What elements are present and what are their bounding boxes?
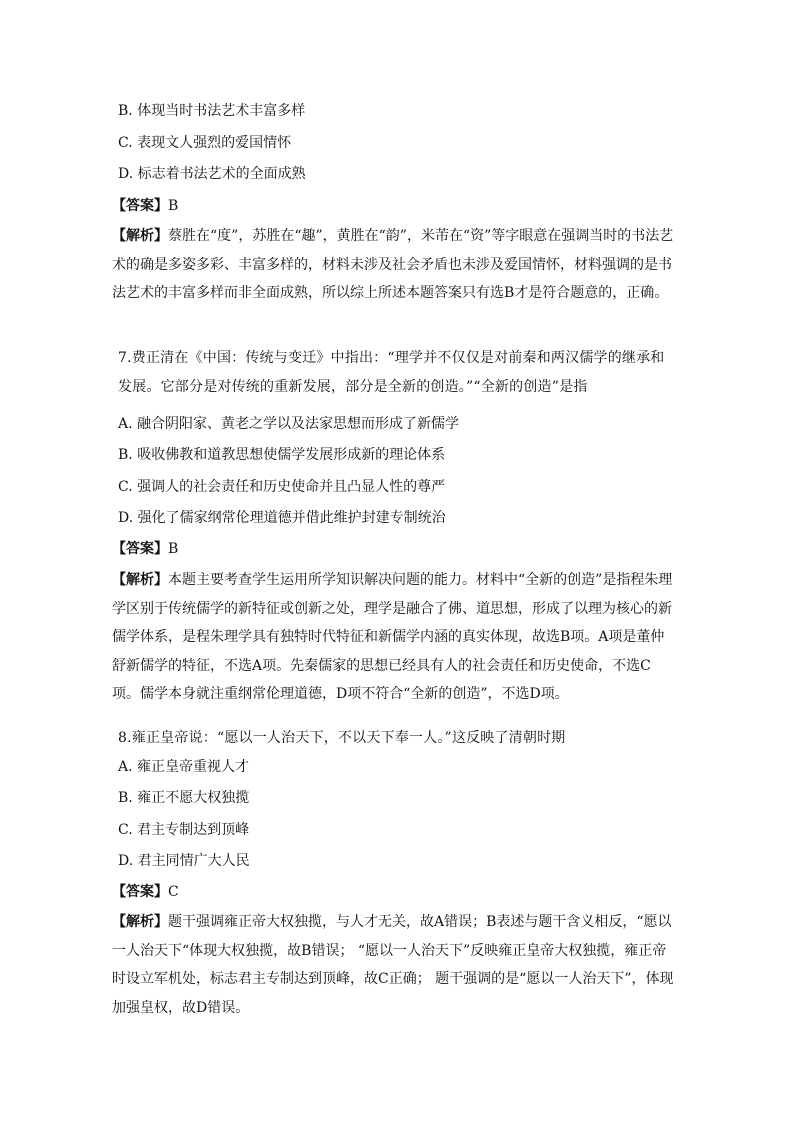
q8-option-c: C. 君主专制达到顶峰	[118, 822, 250, 838]
q8-stem: 8.雍正皇帝说：“愿以一人治天下，不以天下奉一人。”这反映了清朝时期	[118, 730, 566, 746]
analysis-text: 题干强调雍正帝大权独揽，与人才无关，故A错误；B表述与题干含义相反，“愿以一人治天下“体现大权独揽，故B错误； “愿以一人治天下”反映雍正皇帝大权独揽，雍正帝时设立军机处，标志君主专制达到顶峰，故C正确； 题干强调的是“愿以一人治天下”，体现加强皇权，故D错误。	[112, 914, 674, 1016]
analysis-tag: 【解析】	[112, 914, 168, 930]
q7-option-a: A. 融合阴阳家、黄老之学以及法家思想而形成了新儒学	[118, 416, 460, 432]
q6-answer	[112, 196, 178, 216]
q6-analysis	[112, 222, 678, 308]
answer-value: B	[168, 198, 179, 214]
answer-value: B	[168, 541, 179, 557]
q7-option-d: D. 强化了儒家纲常伦理道德并借此维护封建专制统治	[118, 510, 446, 526]
q7-option-c: C. 强调人的社会责任和历史使命并且凸显人性的尊严	[118, 479, 446, 495]
q7-stem: 7.费正清在《中国：传统与变迁》中指出：“理学并不仅仅是对前秦和两汉儒学的继承和发展。它部分是对传统的重新发展，部分是全新的创造。”“全新的创造”是指	[118, 350, 665, 395]
analysis-text: 本题主要考查学生运用所学知识解决问题的能力。材料中“全新的创造”是指程朱理学区别于传统儒学的新特征或创新之处，理学是融合了佛、道思想，形成了以理为核心的新儒学体系，是程朱理学具有独特时代特征和新儒学内涵的真实体现，故选B项。A项是董仲舒新儒学的特征，不选A项。先秦儒家的思想已经具有人的社会责任和历史使命，不选C项。儒学本身就注重纲常伦理道德，D项不符合“全新的创造”，不选D项。	[112, 572, 673, 702]
q6-option-c: C. 表现文人强烈的爱国情怀	[118, 135, 292, 151]
analysis-tag: 【解析】	[112, 228, 168, 244]
q7-analysis	[112, 566, 678, 709]
q8-option-a: A. 雍正皇帝重视人才	[118, 759, 250, 775]
q8-analysis	[112, 908, 678, 1022]
q7-answer	[112, 539, 178, 559]
q8-option-b: B. 雍正不愿大权独揽	[118, 790, 250, 806]
answer-tag: 【答案】	[112, 198, 168, 214]
answer-tag: 【答案】	[112, 541, 168, 557]
answer-tag: 【答案】	[112, 884, 168, 900]
q6-option-b: B. 体现当时书法艺术丰富多样	[118, 103, 306, 119]
answer-value: C	[168, 884, 179, 900]
q8-option-d: D. 君主同情广大人民	[118, 853, 250, 869]
analysis-text: 蔡胜在“度”，苏胜在“趣”，黄胜在“韵”，米芾在“资”等字眼意在强调当时的书法艺术的确是多姿多彩、丰富多样的，材料未涉及社会矛盾也未涉及爱国情怀，材料强调的是书法艺术的丰富多样而非全面成熟，所以综上所述本题答案只有选B才是符合题意的，正确。	[112, 228, 674, 301]
q6-option-d: D. 标志着书法艺术的全面成熟	[118, 166, 306, 182]
q8-answer	[112, 882, 179, 902]
q7-option-b: B. 吸收佛教和道教思想使儒学发展形成新的理论体系	[118, 447, 446, 463]
analysis-tag: 【解析】	[112, 572, 168, 588]
